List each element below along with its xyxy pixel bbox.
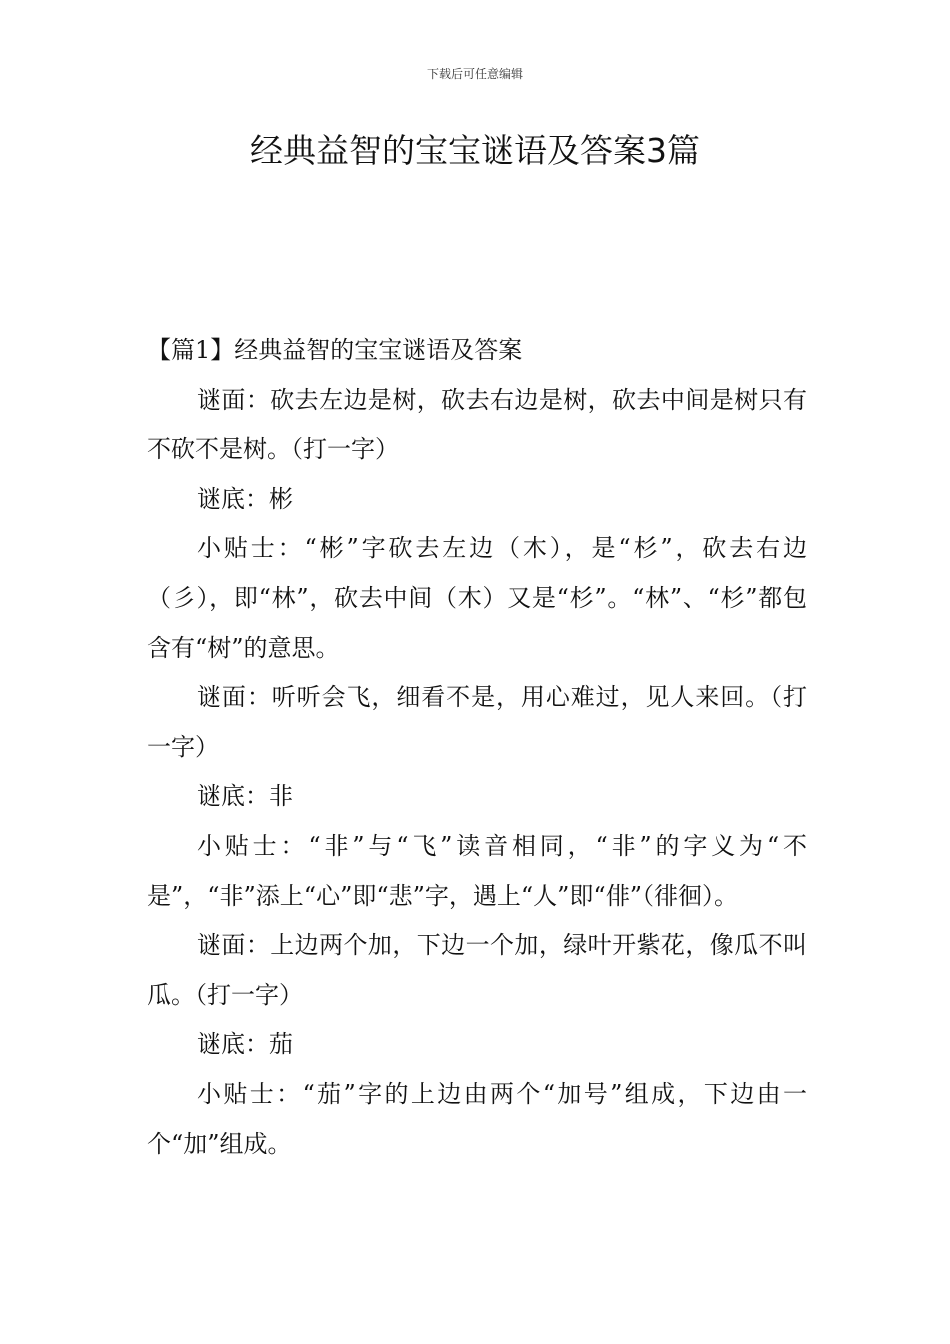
document-body xyxy=(147,326,807,1169)
riddle-2-answer: 谜底：非 xyxy=(197,782,293,811)
header-note: 下载后可任意编辑 xyxy=(426,67,523,81)
riddle-3-tip: 小贴士：“茄”字的上边由两个“加号”组成，下边由一个“加”组成。 xyxy=(147,1079,807,1158)
section-heading: 【篇1】经典益智的宝宝谜语及答案 xyxy=(147,336,523,364)
riddle-1-question: 谜面：砍去左边是树，砍去右边是树，砍去中间是树只有不砍不是树。（打一字） xyxy=(147,385,807,464)
riddle-3-question: 谜面：上边两个加，下边一个加，绿叶开紫花，像瓜不叫瓜。（打一字） xyxy=(147,931,807,1009)
riddle-2-question: 谜面：听听会飞，细看不是，用心难过，见人来回。（打一字） xyxy=(147,683,807,761)
document-title: 经典益智的宝宝谜语及答案3篇 xyxy=(250,131,700,170)
riddle-2-tip: 小贴士：“非”与“飞”读音相同，“非”的字义为“不是”，“非”添上“心”即“悲”字，遇上“人”即“俳”（徘徊）。 xyxy=(147,831,807,910)
riddle-1-answer: 谜底：彬 xyxy=(197,484,293,513)
riddle-1-tip: 小贴士：“彬”字砍去左边（木），是“杉”，砍去右边（彡），即“林”，砍去中间（木）又是“杉”。“林”、“杉”都包含有“树”的意思。 xyxy=(147,534,807,662)
riddle-3-answer: 谜底：茄 xyxy=(197,1030,293,1059)
